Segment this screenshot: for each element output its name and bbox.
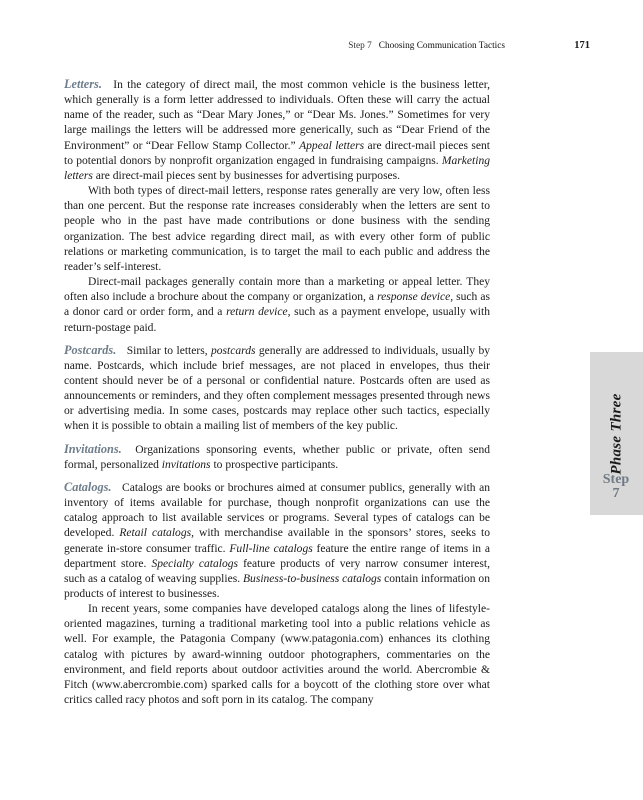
text-run: Organizations sponsoring events, whether public or private, often send formal, personalized bbox=[64, 443, 491, 471]
text-run: feature products of very narrow consumer interest, such as a catalog of weaving supplies. bbox=[64, 557, 491, 585]
term-invitations: invitations bbox=[161, 458, 211, 471]
text-run: In the category of direct mail, the most common vehicle is the business letter, which generally is a form letter addressed to individuals. Often these will carry the actual name of the reader, such as “Dear Mary Jones,” or “Dear Ms. Jones.” Sometimes for very large mailings the letters will be addressed more generically, such as “Dear Friend of the Environment” or “Dear Fellow Stamp Collector.” bbox=[64, 79, 490, 152]
page-number: 171 bbox=[574, 40, 590, 51]
postcards-paragraph bbox=[64, 343, 490, 435]
term-return-device: return device, bbox=[226, 306, 291, 319]
catalogs-paragraph-2: In recent years, some companies have developed catalogs along the lines of lifestyle-oriented magazines, turning a traditional marketing tool into a public relations vehicle as well. For example, the Patagonia Company (www.patagonia.com) enhances its clothing catalog with pictures by award-winning outdoor photographers, commentaries on the environment, and field reports about outdoor activities around the world. Abercrombie & Fitch (www.abercrombie.com) sparked calls for a boycott of the clothing store over what critics called racy photos and soft porn in its catalog. The company bbox=[64, 603, 490, 707]
step-tab-word: Step bbox=[602, 472, 630, 487]
text-run: contain information on products of interest to businesses. bbox=[64, 572, 490, 600]
postcards-heading: Postcards. bbox=[64, 342, 117, 357]
letters-paragraph-2: With both types of direct-mail letters, response rates generally are very low, often less than one percent. But the response rate increases considerably when the letters are sent to people who in the past have made contributions or done business with the sending organization. The best advice regarding direct mail, as with every other form of public relations or marketing communication, is to target the mail to each public and address the reader’s self-interest. bbox=[64, 185, 490, 273]
running-header bbox=[300, 41, 505, 51]
term-full-line-catalogs: Full-line catalogs bbox=[229, 542, 313, 555]
text-run: Similar to letters, bbox=[126, 344, 211, 357]
text-run: such as a payment envelope, usually with return-postage paid. bbox=[64, 306, 490, 334]
step-tab bbox=[596, 473, 636, 501]
text-run: are direct-mail pieces sent by businesses for advertising purposes. bbox=[92, 169, 401, 182]
text-run: Direct-mail packages generally contain more than a marketing or appeal letter. They often also include a brochure about the company or organization, a bbox=[64, 276, 490, 304]
catalogs-paragraph-1 bbox=[64, 480, 490, 602]
text-run: are direct-mail pieces sent to potential donors by nonprofit organization engaged in fundraising campaigns. bbox=[64, 139, 490, 167]
term-postcards: postcards bbox=[211, 344, 256, 357]
text-run: Catalogs are books or brochures aimed at consumer publics, generally with an inventory of items available for purchase, though nonprofit organizations can use the catalog approach to list available services or programs. Several types of catalogs can be developed. bbox=[64, 481, 490, 540]
header-step-label: Step 7 bbox=[348, 41, 372, 51]
header-chapter-title: Choosing Communication Tactics bbox=[378, 41, 505, 51]
invitations-heading: Invitations. bbox=[64, 441, 122, 456]
step-tab-number: 7 bbox=[612, 486, 620, 501]
term-specialty-catalogs: Specialty catalogs bbox=[151, 557, 238, 570]
invitations-paragraph bbox=[64, 442, 490, 473]
catalogs-heading: Catalogs. bbox=[64, 479, 112, 494]
phase-label: Phase Three bbox=[608, 393, 624, 475]
text-run: with merchandise available in the sponsors’ stores, seeks to generate in-store consumer traffic. bbox=[64, 527, 490, 555]
term-marketing-letters: Marketing letters bbox=[64, 154, 490, 182]
text-run: to prospective participants. bbox=[210, 458, 339, 471]
letters-paragraph-1 bbox=[64, 77, 490, 184]
text-run: feature the entire range of items in a department store. bbox=[64, 542, 490, 570]
letters-heading: Letters. bbox=[64, 77, 102, 91]
term-response-device: response device, bbox=[377, 291, 454, 304]
letters-paragraph-3 bbox=[64, 275, 490, 336]
term-b2b-catalogs: Business-to-business catalogs bbox=[243, 572, 382, 585]
term-appeal-letters: Appeal letters bbox=[299, 139, 365, 152]
term-retail-catalogs: Retail catalogs, bbox=[119, 527, 194, 540]
body-text bbox=[64, 77, 490, 708]
text-run: such as a donor card or order form, and a bbox=[64, 291, 490, 319]
text-run: generally are addressed to individuals, usually by name. Postcards, which include brief messages, are not placed in envelopes, thus their content should never be of a personal or confidential nature. Postcards often are used as announcements or reminders, and they often complement messages presented through news or advertising media. In some cases, postcards may replace other such tactics, especially when it is possible to obtain a mailing list of members of the key public. bbox=[64, 344, 490, 433]
